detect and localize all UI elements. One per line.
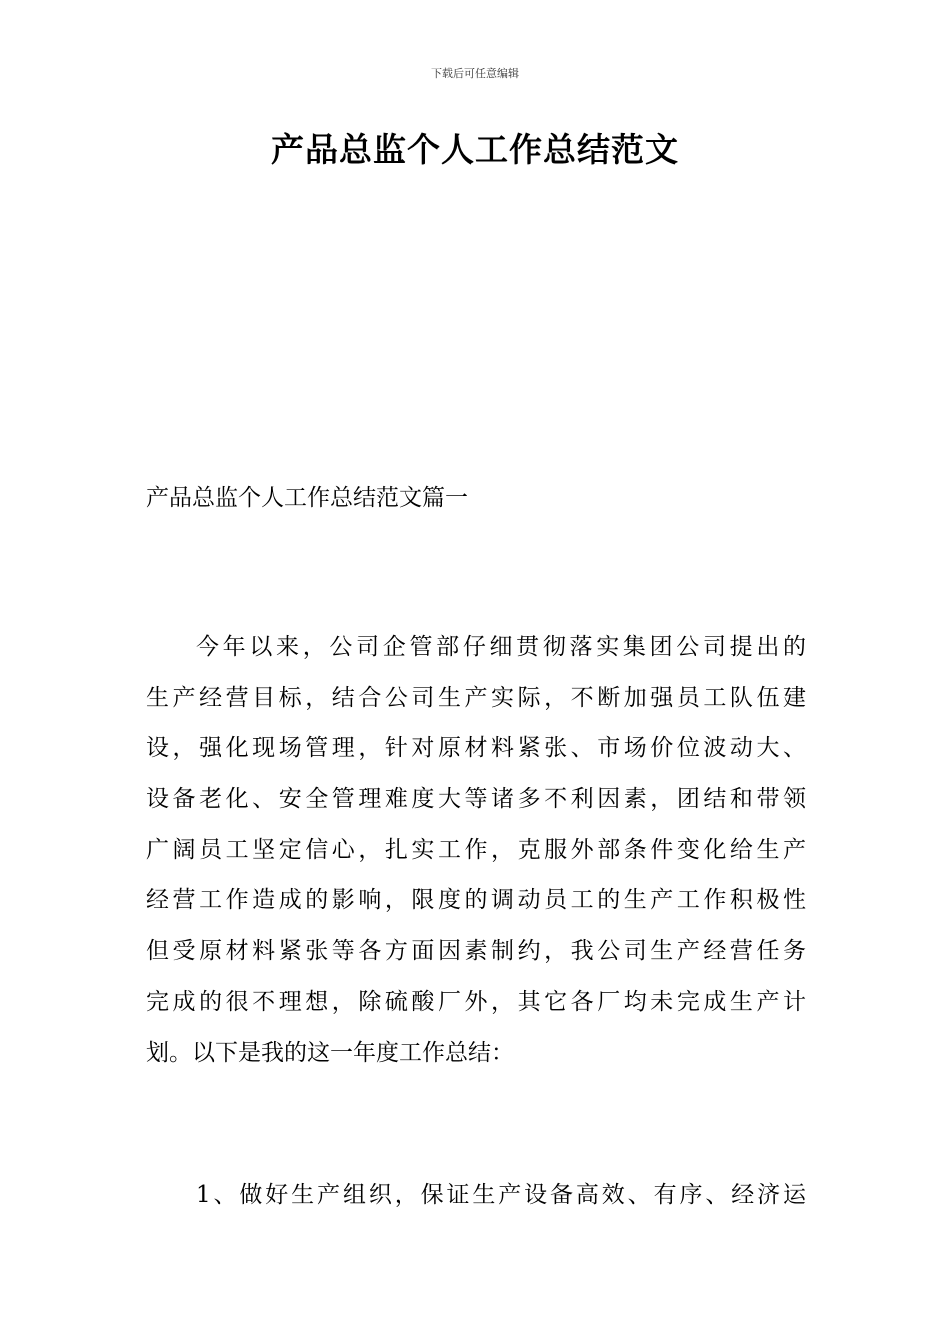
paragraph-line: 广阔员工坚定信心，扎实工作，克服外部条件变化给生产: [146, 836, 806, 863]
paragraph-line: 生产经营目标，结合公司生产实际，不断加强员工队伍建: [146, 684, 806, 711]
header-note: 下载后可任意编辑: [431, 67, 519, 80]
paragraph-line: 设备老化、安全管理难度大等诸多不利因素，团结和带领: [146, 786, 806, 813]
document-title: 产品总监个人工作总结范文: [271, 130, 679, 169]
paragraph-line: 今年以来，公司企管部仔细贯彻落实集团公司提出的: [196, 634, 806, 660]
paragraph-line: 完成的很不理想，除硫酸厂外，其它各厂均未完成生产计: [146, 988, 806, 1015]
body-paragraph-intro: [146, 622, 806, 1078]
section-heading: 产品总监个人工作总结范文篇一: [146, 485, 468, 511]
paragraph-line: 经营工作造成的影响，限度的调动员工的生产工作积极性: [146, 887, 806, 914]
paragraph-line: 设，强化现场管理，针对原材料紧张、市场价位波动大、: [146, 735, 806, 762]
body-paragraph-item-1: [146, 1170, 806, 1221]
paragraph-line: 但受原材料紧张等各方面因素制约，我公司生产经营任务: [146, 938, 806, 965]
paragraph-line: 1、做好生产组织，保证生产设备高效、有序、经济运: [196, 1182, 806, 1208]
paragraph-line: 划。以下是我的这一年度工作总结：: [146, 1039, 514, 1066]
